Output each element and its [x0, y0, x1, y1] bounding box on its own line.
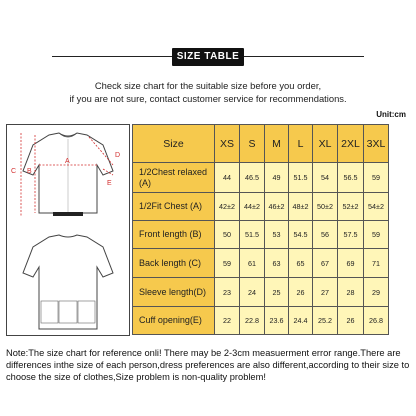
table-cell: 52±2 [338, 193, 364, 221]
table-cell: 29 [364, 278, 389, 307]
size-s: S [240, 125, 265, 163]
row-label: 1/2Fit Chest (A) [133, 193, 215, 221]
row-label: Cuff opening(E) [133, 307, 215, 335]
table-cell: 51.5 [289, 163, 313, 193]
row-label-line1: 1/2Chest relaxed [139, 166, 208, 177]
row-label: Back length (C) [133, 249, 215, 278]
table-cell: 54 [313, 163, 338, 193]
table-cell: 26 [338, 307, 364, 335]
table-cell: 50±2 [313, 193, 338, 221]
diagram-label-b: B [27, 168, 32, 175]
unit-label: Unit:cm [376, 110, 406, 119]
table-row [133, 278, 389, 307]
table-cell: 56 [313, 221, 338, 249]
size-table-banner [0, 48, 416, 66]
size-xl: XL [313, 125, 338, 163]
diagram-label-a: A [65, 158, 70, 165]
table-row [133, 193, 389, 221]
banner-title: SIZE TABLE [172, 48, 244, 66]
table-cell: 54.5 [289, 221, 313, 249]
table-cell: 27 [313, 278, 338, 307]
table-cell: 57.5 [338, 221, 364, 249]
diagram-label-c: C [11, 168, 17, 175]
row-label [133, 163, 215, 193]
diagram-label-e: E [107, 180, 112, 187]
row-label: Front length (B) [133, 221, 215, 249]
table-cell: 56.5 [338, 163, 364, 193]
size-xs: XS [215, 125, 240, 163]
size-3xl: 3XL [364, 125, 389, 163]
table-cell: 48±2 [289, 193, 313, 221]
table-cell: 51.5 [240, 221, 265, 249]
table-cell: 22.8 [240, 307, 265, 335]
table-cell: 67 [313, 249, 338, 278]
size-note: Note:The size chart for reference onli! There may be 2-3cm measuerment error range.There are differences inthe size of each person,dress preferences are also different,according to their size to choose the size of clothes,Size problem is non-quality problem! [6, 348, 410, 382]
table-cell: 46.5 [240, 163, 265, 193]
table-cell: 59 [364, 163, 389, 193]
size-table [132, 124, 389, 335]
table-row [133, 249, 389, 278]
table-cell: 69 [338, 249, 364, 278]
size-l: L [289, 125, 313, 163]
table-cell: 61 [240, 249, 265, 278]
table-cell: 24.4 [289, 307, 313, 335]
jersey-diagram-panel [6, 124, 130, 336]
table-cell: 54±2 [364, 193, 389, 221]
size-column-header: Size [133, 125, 215, 163]
table-cell: 23 [215, 278, 240, 307]
row-label: Sleeve length(D) [133, 278, 215, 307]
jersey-diagram [7, 125, 129, 335]
table-row [133, 163, 389, 193]
table-cell: 26.8 [364, 307, 389, 335]
size-2xl: 2XL [338, 125, 364, 163]
instruction-line-2: if you are not sure, contact customer service for recommendations. [69, 93, 347, 104]
table-cell: 49 [265, 163, 289, 193]
table-cell: 63 [265, 249, 289, 278]
table-cell: 24 [240, 278, 265, 307]
table-cell: 50 [215, 221, 240, 249]
instruction-line-1: Check size chart for the suitable size before you order, [94, 80, 322, 91]
table-cell: 59 [215, 249, 240, 278]
table-cell: 65 [289, 249, 313, 278]
table-cell: 26 [289, 278, 313, 307]
table-cell: 22 [215, 307, 240, 335]
table-cell: 71 [364, 249, 389, 278]
table-cell: 28 [338, 278, 364, 307]
banner-divider-right [244, 56, 364, 57]
size-m: M [265, 125, 289, 163]
table-cell: 44±2 [240, 193, 265, 221]
table-cell: 25 [265, 278, 289, 307]
table-cell: 59 [364, 221, 389, 249]
table-cell: 44 [215, 163, 240, 193]
table-cell: 46±2 [265, 193, 289, 221]
table-cell: 23.6 [265, 307, 289, 335]
back-jersey-outline [23, 235, 113, 329]
table-row [133, 221, 389, 249]
diagram-label-d: D [115, 152, 121, 159]
table-cell: 53 [265, 221, 289, 249]
table-header-row [133, 125, 389, 163]
table-row [133, 307, 389, 335]
row-label-line2: (A) [139, 177, 151, 188]
banner-divider-left [52, 56, 172, 57]
table-cell: 42±2 [215, 193, 240, 221]
table-cell: 25.2 [313, 307, 338, 335]
